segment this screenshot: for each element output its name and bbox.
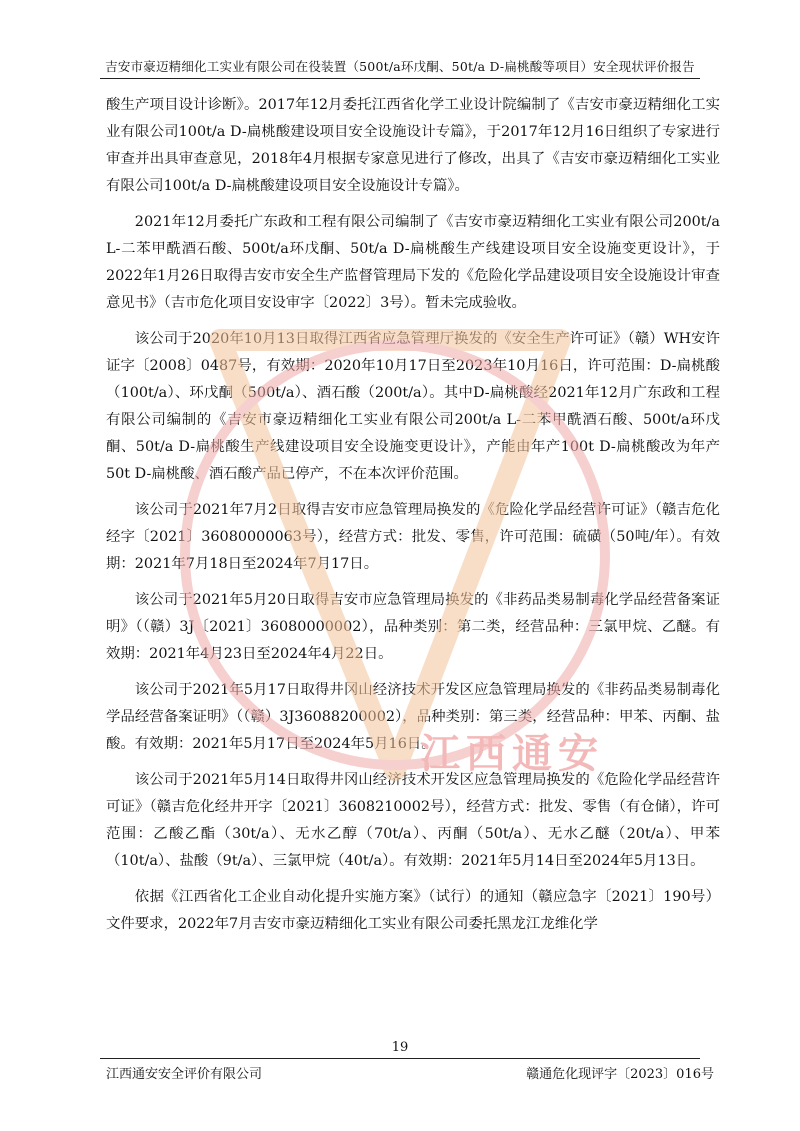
paragraph: 酸生产项目设计诊断》。2017年12月委托江西省化学工业设计院编制了《吉安市豪迈精细化工实业有限公司100t/a D-扁桃酸建设项目安全设施设计专篇》，于2017年12月16日组织了专家进行审查并出具审查意见，2018年4月根据专家意见进行了修改，出具了《吉安市豪迈精细化工实业有限公司100t/a D-扁桃酸建设项目安全设施设计专篇》。	[106, 97, 720, 194]
paragraph: 该公司于2021年5月14日取得井冈山经济技术开发区应急管理局换发的《危险化学品经营许可证》（赣吉危化经井开字〔2021〕3608210002号），经营方式：批发、零售（有仓储），许可范围：乙酸乙酯（30t/a）、无水乙醇（70t/a）、丙酮（50t/a）、无水乙醚（20t/a）、甲苯（10t/a）、盐酸（9t/a）、三氯甲烷（40t/a）。有效期：2021年5月14日至2024年5月13日。	[106, 772, 720, 869]
paragraph: 该公司于2020年10月13日取得江西省应急管理厅换发的《安全生产许可证》（赣）WH安许证字〔2008〕0487号，有效期：2020年10月17日至2023年10月16日，许可范围：D-扁桃酸（100t/a）、环戊酮（500t/a）、酒石酸（200t/a）。其中D-扁桃酸经2021年12月广东政和工程有限公司编制的《吉安市豪迈精细化工实业有限公司200t/a L-二苯甲酰酒石酸、500t/a环戊酮、50t/a D-扁桃酸生产线建设项目安全设施变更设计》，产能由年产100t D-扁桃酸改为年产50t D-扁桃酸、酒石酸产品已停产，不在本次评价范围。	[106, 331, 720, 482]
footer-report-number: 赣通危化现评字〔2023〕016号	[526, 1067, 714, 1082]
paragraph: 该公司于2021年7月2日取得吉安市应急管理局换发的《危险化学品经营许可证》（赣吉危化经字〔2021〕36080000063号），经营方式：批发、零售，许可范围：硫磺（50吨/年）。有效期：2021年7月18日至2024年7月17日。	[106, 502, 720, 572]
page-number: 19	[391, 1040, 409, 1055]
paragraph: 该公司于2021年5月20日取得吉安市应急管理局换发的《非药品类易制毒化学品经营备案证明》（（赣）3J〔2021〕36080000002），品种类别：第二类，经营品种：三氯甲烷、乙醚。有效期：2021年4月23日至2024年4月22日。	[106, 592, 720, 662]
paragraph: 依据《江西省化工企业自动化提升实施方案》（试行）的通知（赣应急字〔2021〕190号）文件要求，2022年7月吉安市豪迈精细化工实业有限公司委托黑龙江龙维化学	[106, 889, 720, 932]
watermark-text: 江西通安	[420, 731, 604, 777]
paragraph: 2021年12月委托广东政和工程有限公司编制了《吉安市豪迈精细化工实业有限公司200t/a L-二苯甲酰酒石酸、500t/a环戊酮、50t/a D-扁桃酸生产线建设项目安全设施变更设计》，于2022年1月26日取得吉安市安全生产监督管理局下发的《危险化学品建设项目安全设施设计审查意见书》（吉市危化项目安设审字〔2022〕3号）。暂未完成验收。	[106, 214, 720, 311]
footer-divider	[100, 1058, 700, 1059]
footer-company: 江西通安安全评价有限公司	[106, 1067, 263, 1082]
document-body	[106, 92, 720, 947]
page-header: 吉安市豪迈精细化工实业有限公司在役装置（500t/a环戊酮、50t/a D-扁桃酸等项目）安全现状评价报告	[105, 59, 695, 74]
paragraph: 该公司于2021年5月17日取得井冈山经济技术开发区应急管理局换发的《非药品类易制毒化学品经营备案证明》（（赣）3J36088200002），品种类别：第三类，经营品种：甲苯、丙酮、盐酸。有效期：2021年5月17日至2024年5月16日。	[106, 682, 720, 752]
header-divider	[100, 78, 700, 79]
